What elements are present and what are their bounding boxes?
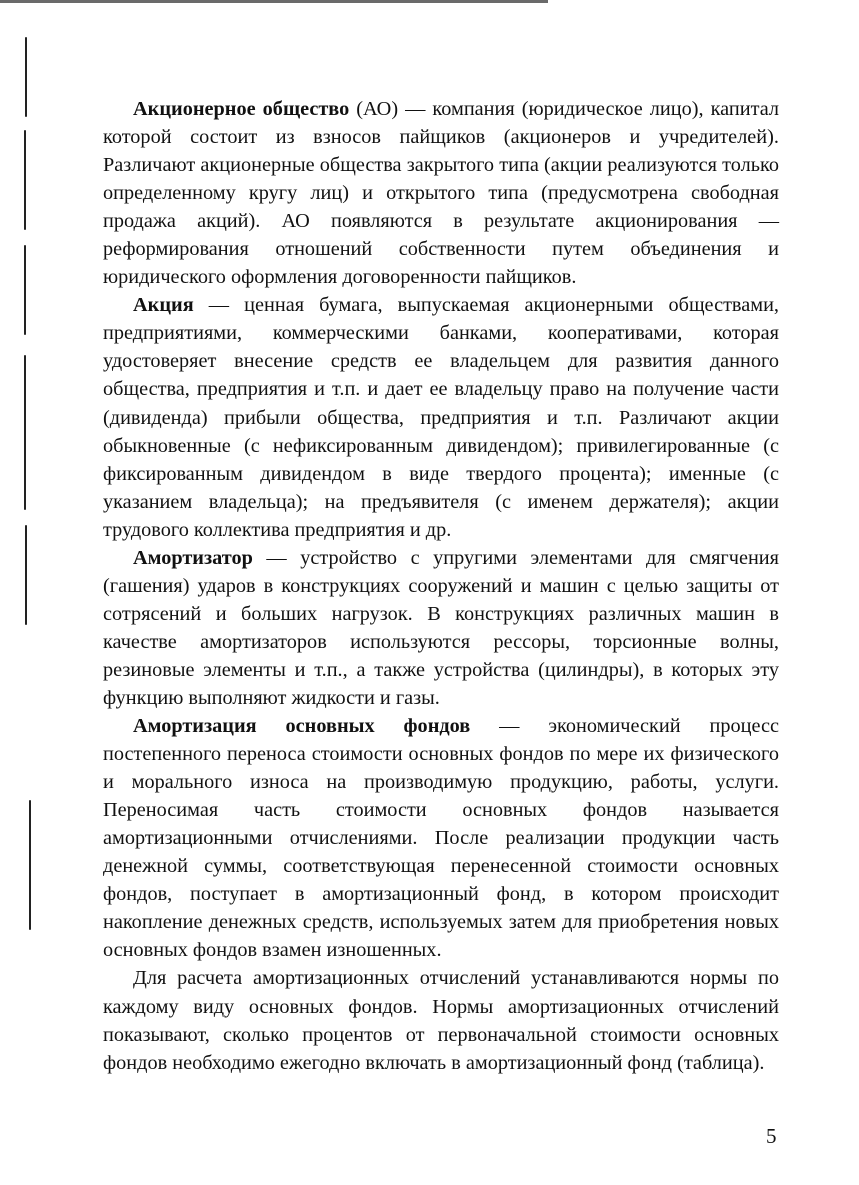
paragraph — [103, 291, 779, 543]
scan-top-edge — [0, 0, 548, 3]
margin-mark — [24, 130, 26, 230]
paragraph-text: — ценная бумага, выпускаемая акционерными обществами, предприятиями, коммерческими банками, кооперативами, которая удостоверяет внесение средств ее владельцем для развития данного общества, предприятия и т.п. и дает ее владельцу право на получение части (дивиденда) прибыли общества, предприятия и т.п. Различают акции обыкновенные (с нефиксированным дивидендом); привилегированные (с фиксированным дивидендом в виде твердого процента); именные (с указанием владельца); на предъявителя (с именем держателя); акции трудового коллектива предприятия и др. — [103, 294, 779, 541]
paragraph-text: Для расчета амортизационных отчислений устанавливаются нормы по каждому виду основных фондов. Нормы амортизационных отчислений показывают, сколько процентов от первоначальной стоимости основных фондов необходимо ежегодно включать в амортизационный фонд (таблица). — [103, 967, 779, 1074]
paragraph — [103, 712, 779, 964]
paragraph-text: — устройство с упругими элементами для смягчения (гашения) ударов в конструкциях сооружений и машин с целью защиты от сотрясений и больших нагрузок. В конструкциях различных машин в качестве амортизаторов используются рессоры, торсионные волны, резиновые элементы и т.п., а также устройства (цилиндры), в которых эту функцию выполняют жидкости и газы. — [103, 546, 779, 709]
margin-mark — [24, 355, 26, 510]
paragraph — [103, 544, 779, 712]
paragraph — [103, 964, 779, 1076]
page-number: 5 — [766, 1124, 777, 1148]
margin-mark — [25, 37, 27, 117]
paragraph-term: Акция — [133, 294, 194, 317]
paragraph-text: (АО) — компания (юридическое лицо), капитал которой состоит из взносов пайщиков (акционеров и учредителей). Различают акционерные общества закрытого типа (акции реализуются только определенному кругу лиц) и открытого типа (предусмотрена свободная продажа акций). АО появляются в результате акционирования — реформирования отношений собственности путем объединения и юридического оформления договоренности пайщиков. — [103, 98, 780, 289]
paragraph-term: Амортизатор — [133, 546, 253, 569]
paragraph-text: — экономический процесс постепенного переноса стоимости основных фондов по мере их физического и морального износа на производимую продукцию, работы, услуги. Переносимая часть стоимости основных фондов называется амортизационными отчислениями. После реализации продукции часть денежной суммы, соответствующая перенесенной стоимости основных фондов, поступает в амортизационный фонд, в котором происходит накопление денежных средств, используемых затем для приобретения новых основных фондов взамен изношенных. — [103, 715, 779, 962]
paragraph-term: Амортизация основных фондов — [133, 715, 471, 738]
page-body — [103, 95, 779, 1077]
margin-mark — [24, 245, 26, 335]
paragraph-term: Акционерное общество — [133, 98, 350, 120]
paragraph — [103, 95, 779, 291]
margin-mark — [29, 800, 31, 930]
margin-mark — [25, 525, 27, 625]
